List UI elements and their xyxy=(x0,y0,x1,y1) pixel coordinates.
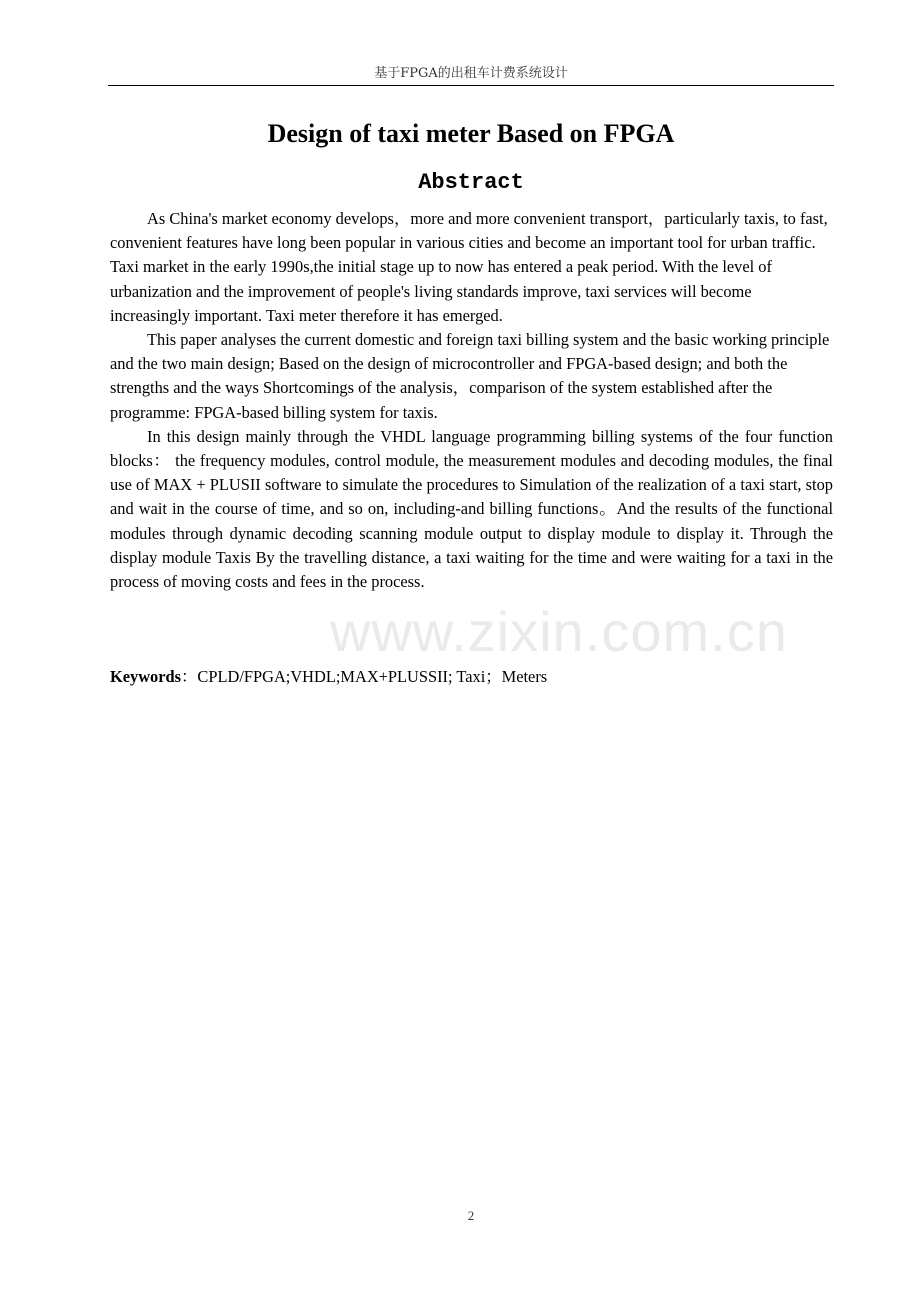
abstract-paragraph-2: This paper analyses the current domestic and foreign taxi billing system and the basic working principle and the two main design; Based on the design of microcontroller and FPGA-based design; and both the strengths and the ways Shortcomings of the analysis，comparison of the system established after the programme: FPGA-based billing system for taxis. xyxy=(110,330,830,422)
page-number: 2 xyxy=(467,1208,475,1223)
abstract-body xyxy=(110,207,833,594)
watermark: www.zixin.com.cn xyxy=(330,600,788,663)
header-rule xyxy=(108,85,834,86)
abstract-heading: Abstract xyxy=(418,170,524,195)
keywords-value: CPLD/FPGA;VHDL;MAX+PLUSSII; Taxi；Meters xyxy=(197,667,548,686)
keywords-line xyxy=(110,665,833,689)
abstract-paragraph-1: As China's market economy develops，more and more convenient transport，particularly taxis, to fast, convenient features have long been popular in various cities and become an important tool for urban traffic. Taxi market in the early 1990s,the initial stage up to now has entered a peak period. With the level of urbanization and the improvement of people's living standards improve, taxi services will become increasingly important. Taxi meter therefore it has emerged. xyxy=(110,209,828,325)
document-title: Design of taxi meter Based on FPGA xyxy=(267,119,675,148)
keywords-label: Keywords xyxy=(110,667,182,686)
keywords-separator: ： xyxy=(181,667,198,686)
abstract-paragraph-3: In this design mainly through the VHDL language programming billing systems of the four function blocks： the frequency modules, control module, the measurement modules and decoding modules, the final use of MAX + PLUSII software to simulate the procedures to Simulation of the realization of a taxi start, stop and wait in the course of time, and so on, including-and billing functions。And the results of the functional modules through dynamic decoding scanning module output to display module to display it. Through the display module Taxis By the travelling distance, a taxi waiting for the time and were waiting for a taxi in the process of moving costs and fees in the process. xyxy=(110,426,833,592)
running-header: 基于FPGA的出租车计费系统设计 xyxy=(374,66,568,81)
